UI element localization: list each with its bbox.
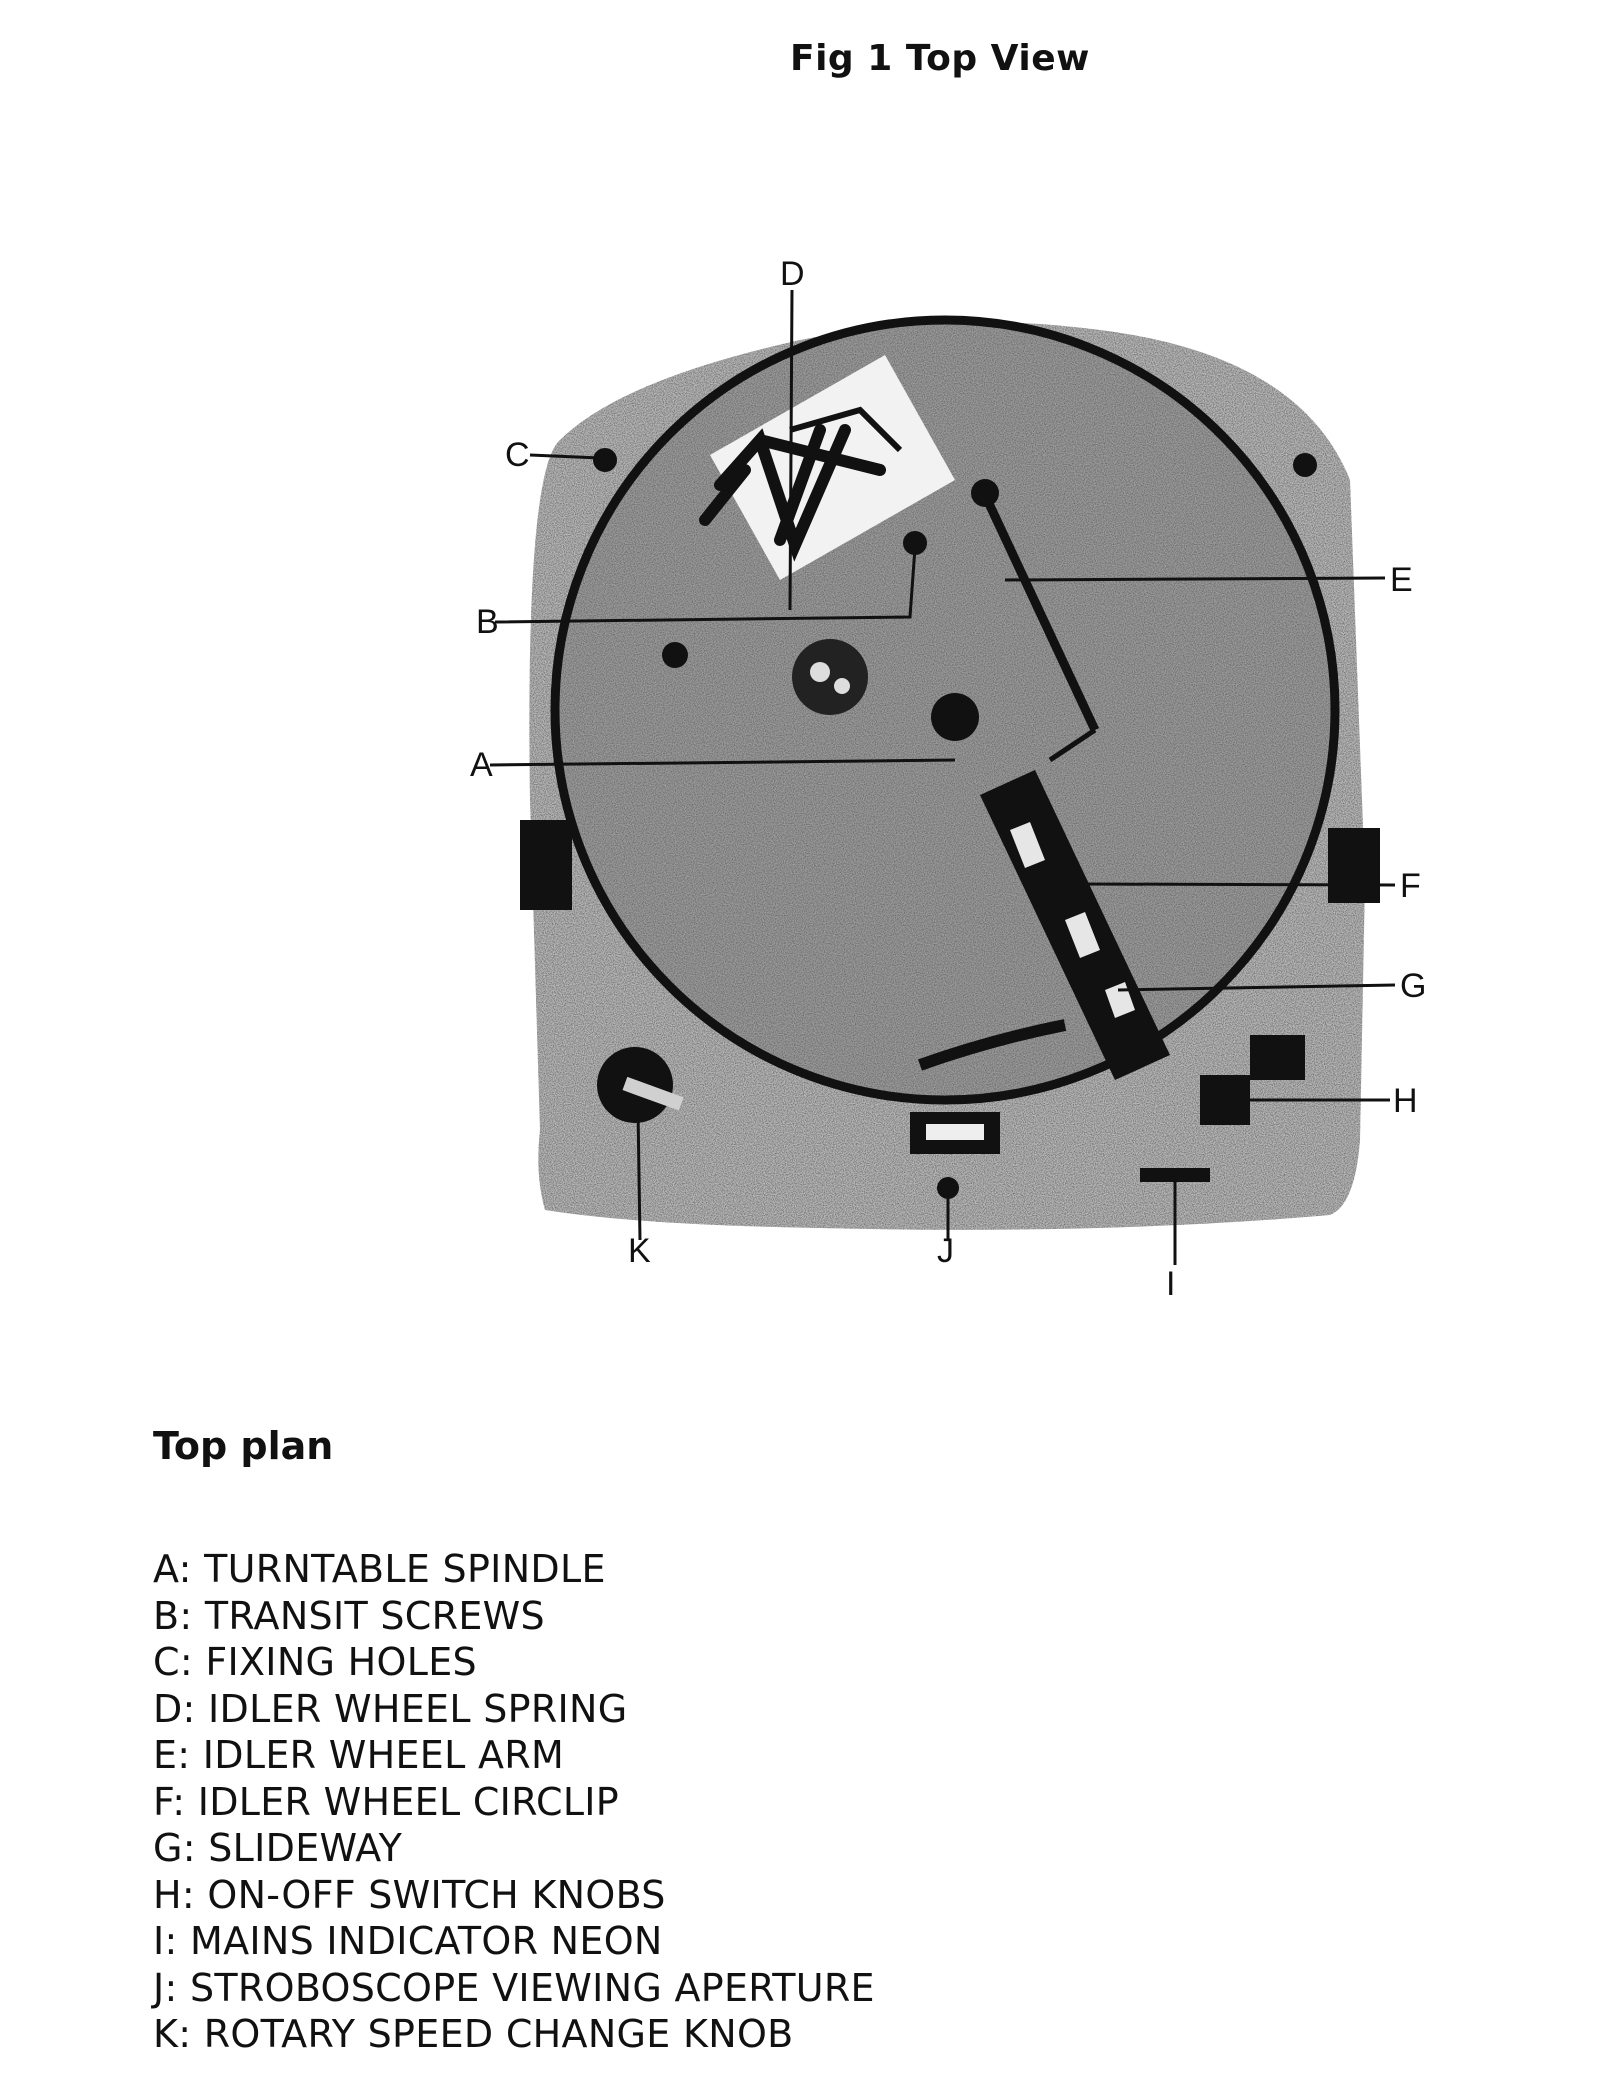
turntable-spindle-icon — [931, 693, 979, 741]
legend-item-a: A: TURNTABLE SPINDLE — [153, 1547, 606, 1591]
callout-d: D — [780, 255, 805, 293]
legend-item-c: C: FIXING HOLES — [153, 1640, 477, 1684]
fixing-hole-icon — [1293, 453, 1317, 477]
callout-e: E — [1390, 561, 1413, 599]
transit-screw-icon — [662, 642, 688, 668]
callout-c: C — [505, 436, 530, 474]
callout-f: F — [1400, 867, 1421, 905]
legend-item-j: J: STROBOSCOPE VIEWING APERTURE — [153, 1965, 875, 2010]
legend-item-d: D: IDLER WHEEL SPRING — [153, 1686, 628, 1731]
figure-title: Fig 1 Top View — [790, 38, 1090, 79]
legend-item-g: G: SLIDEWAY — [153, 1826, 403, 1870]
on-off-knob-icon — [1250, 1035, 1305, 1080]
legend-title: Top plan — [153, 1424, 334, 1468]
legend-item-k: K: ROTARY SPEED CHANGE KNOB — [153, 2012, 794, 2056]
callout-j: J — [937, 1232, 954, 1270]
legend-item-b: B: TRANSIT SCREWS — [153, 1593, 545, 1638]
left-bracket — [520, 820, 572, 910]
callout-b: B — [476, 603, 499, 641]
legend-item-f: F: IDLER WHEEL CIRCLIP — [153, 1779, 620, 1824]
platter-hole-icon — [792, 639, 868, 715]
right-bracket — [1328, 828, 1380, 903]
callout-a: A — [470, 746, 493, 784]
legend-item-e: E: IDLER WHEEL ARM — [153, 1733, 565, 1777]
fixing-hole-icon — [593, 448, 617, 472]
on-off-knob-icon — [1200, 1075, 1250, 1125]
callout-k: K — [628, 1232, 651, 1270]
callout-h: H — [1393, 1082, 1418, 1120]
legend-item-i: I: MAINS INDICATOR NEON — [153, 1919, 663, 1963]
callout-g: G — [1400, 967, 1427, 1005]
callout-i: I — [1166, 1265, 1176, 1303]
mains-neon-icon — [1140, 1168, 1210, 1182]
legend-item-h: H: ON-OFF SWITCH KNOBS — [153, 1872, 666, 1917]
legend-list — [153, 1546, 875, 2058]
stroboscope-window — [926, 1124, 984, 1140]
